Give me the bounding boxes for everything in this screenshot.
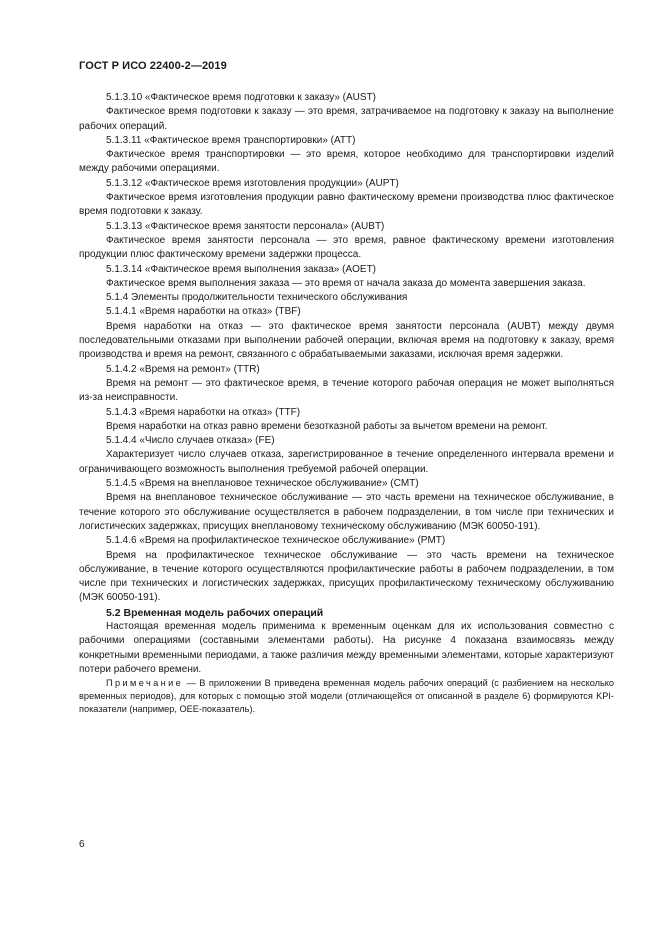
clause-heading: 5.1.3.11 «Фактическое время транспортировки» (АТТ) (106, 134, 356, 146)
clause-heading: 5.1.4.3 «Время наработки на отказ» (TTF) (106, 406, 301, 418)
body-paragraph: Время на внеплановое техническое обслуживание — это часть времени на техническое обслуживание, в течение которого это обслуживание осуществляется в рабочем подразделении, в том числе при технических и логистических задержках, присущих внеплановому техническому обслуживанию (МЭК 60050-191). (79, 492, 614, 532)
section-heading: 5.2 Временная модель рабочих операций (106, 606, 324, 619)
clause-heading: 5.1.3.14 «Фактическое время выполнения заказа» (AOET) (106, 263, 377, 275)
body-paragraph: Фактическое время транспортировки — это время, которое необходимо для транспортировки изделий между рабочими операциями. (79, 149, 614, 175)
body-paragraph: Время наработки на отказ — это фактическое время занятости персонала (AUBT) между двумя последовательными отказами при выполнении рабочей операции, включая время на подготовку к заказу, время производства и время на ремонт, связанного с обрабатываемыми заказами, исключая время задержки. (79, 320, 614, 361)
clause-heading: 5.1.4.5 «Время на внеплановое техническое обслуживание» (CMT) (106, 478, 419, 490)
body-paragraph: Характеризует число случаев отказа, зарегистрированное в течение определенного интервала времени и ограничивающего возможность выполнения требуемой рабочей операции. (79, 449, 614, 475)
document-body (79, 91, 614, 715)
clause-heading: 5.1.4 Элементы продолжительности технического обслуживания (106, 292, 408, 304)
page-number: 6 (79, 839, 85, 850)
note-label: Примечание (106, 678, 184, 689)
body-paragraph: Фактическое время подготовки к заказу — это время, затрачиваемое на подготовку к заказу на выполнение рабочих операций. (79, 106, 614, 132)
body-paragraph: Настоящая временная модель применима к временным оценкам для их использования совместно с рабочими операциями (составными элементами работы). На рисунке 4 показана взаимосвязь между конкретными временными периодами, а также различия между временными элементами, которые характеризуют потери рабочего времени. (79, 620, 614, 675)
clause-heading: 5.1.4.1 «Время наработки на отказ» (TBF) (106, 306, 301, 318)
note-text: — В приложении В приведена временная модель рабочих операций (с разбиением на несколько временных периодов), для которых с помощью этой модели (отличающейся от описанной в разделе 6) формируются KPI-показатели (например, OEE-показатель). (79, 678, 614, 714)
body-paragraph: Время на ремонт — это фактическое время, в течение которого рабочая операция не может выполняться из-за неисправности. (79, 377, 614, 404)
clause-heading: 5.1.4.2 «Время на ремонт» (TTR) (106, 363, 260, 375)
body-paragraph: Фактическое время выполнения заказа — это время от начала заказа до момента завершения заказа. (106, 277, 586, 289)
body-paragraph: Время наработки на отказ равно времени безотказной работы за вычетом времени на ремонт. (106, 420, 548, 432)
clause-heading: 5.1.3.13 «Фактическое время занятости персонала» (AUBT) (106, 220, 385, 232)
body-paragraph: Фактическое время изготовления продукции равно фактическому времени производства плюс фактическое время подготовки к заказу. (79, 192, 614, 218)
clause-heading: 5.1.3.10 «Фактическое время подготовки к заказу» (AUST) (106, 92, 377, 103)
document-header: ГОСТ Р ИСО 22400-2—2019 (79, 60, 227, 72)
clause-heading: 5.1.4.4 «Число случаев отказа» (FE) (106, 435, 275, 447)
body-paragraph: Фактическое время занятости персонала — это время, равное фактическому времени изготовления продукции плюс фактическому времени задержки процесса. (79, 234, 614, 261)
clause-heading: 5.1.3.12 «Фактическое время изготовления продукции» (AUPT) (106, 177, 399, 189)
clause-heading: 5.1.4.6 «Время на профилактическое техническое обслуживание» (PMT) (106, 535, 446, 547)
body-paragraph: Время на профилактическое техническое обслуживание — это часть времени на техническое обслуживание, в течение которого осуществляются профилактические работы в рабочем подразделении, в том числе при технических и логистических задержках, присущих профилактическому техническому обслуживанию (МЭК 60050-191). (79, 549, 614, 604)
note (79, 677, 614, 715)
